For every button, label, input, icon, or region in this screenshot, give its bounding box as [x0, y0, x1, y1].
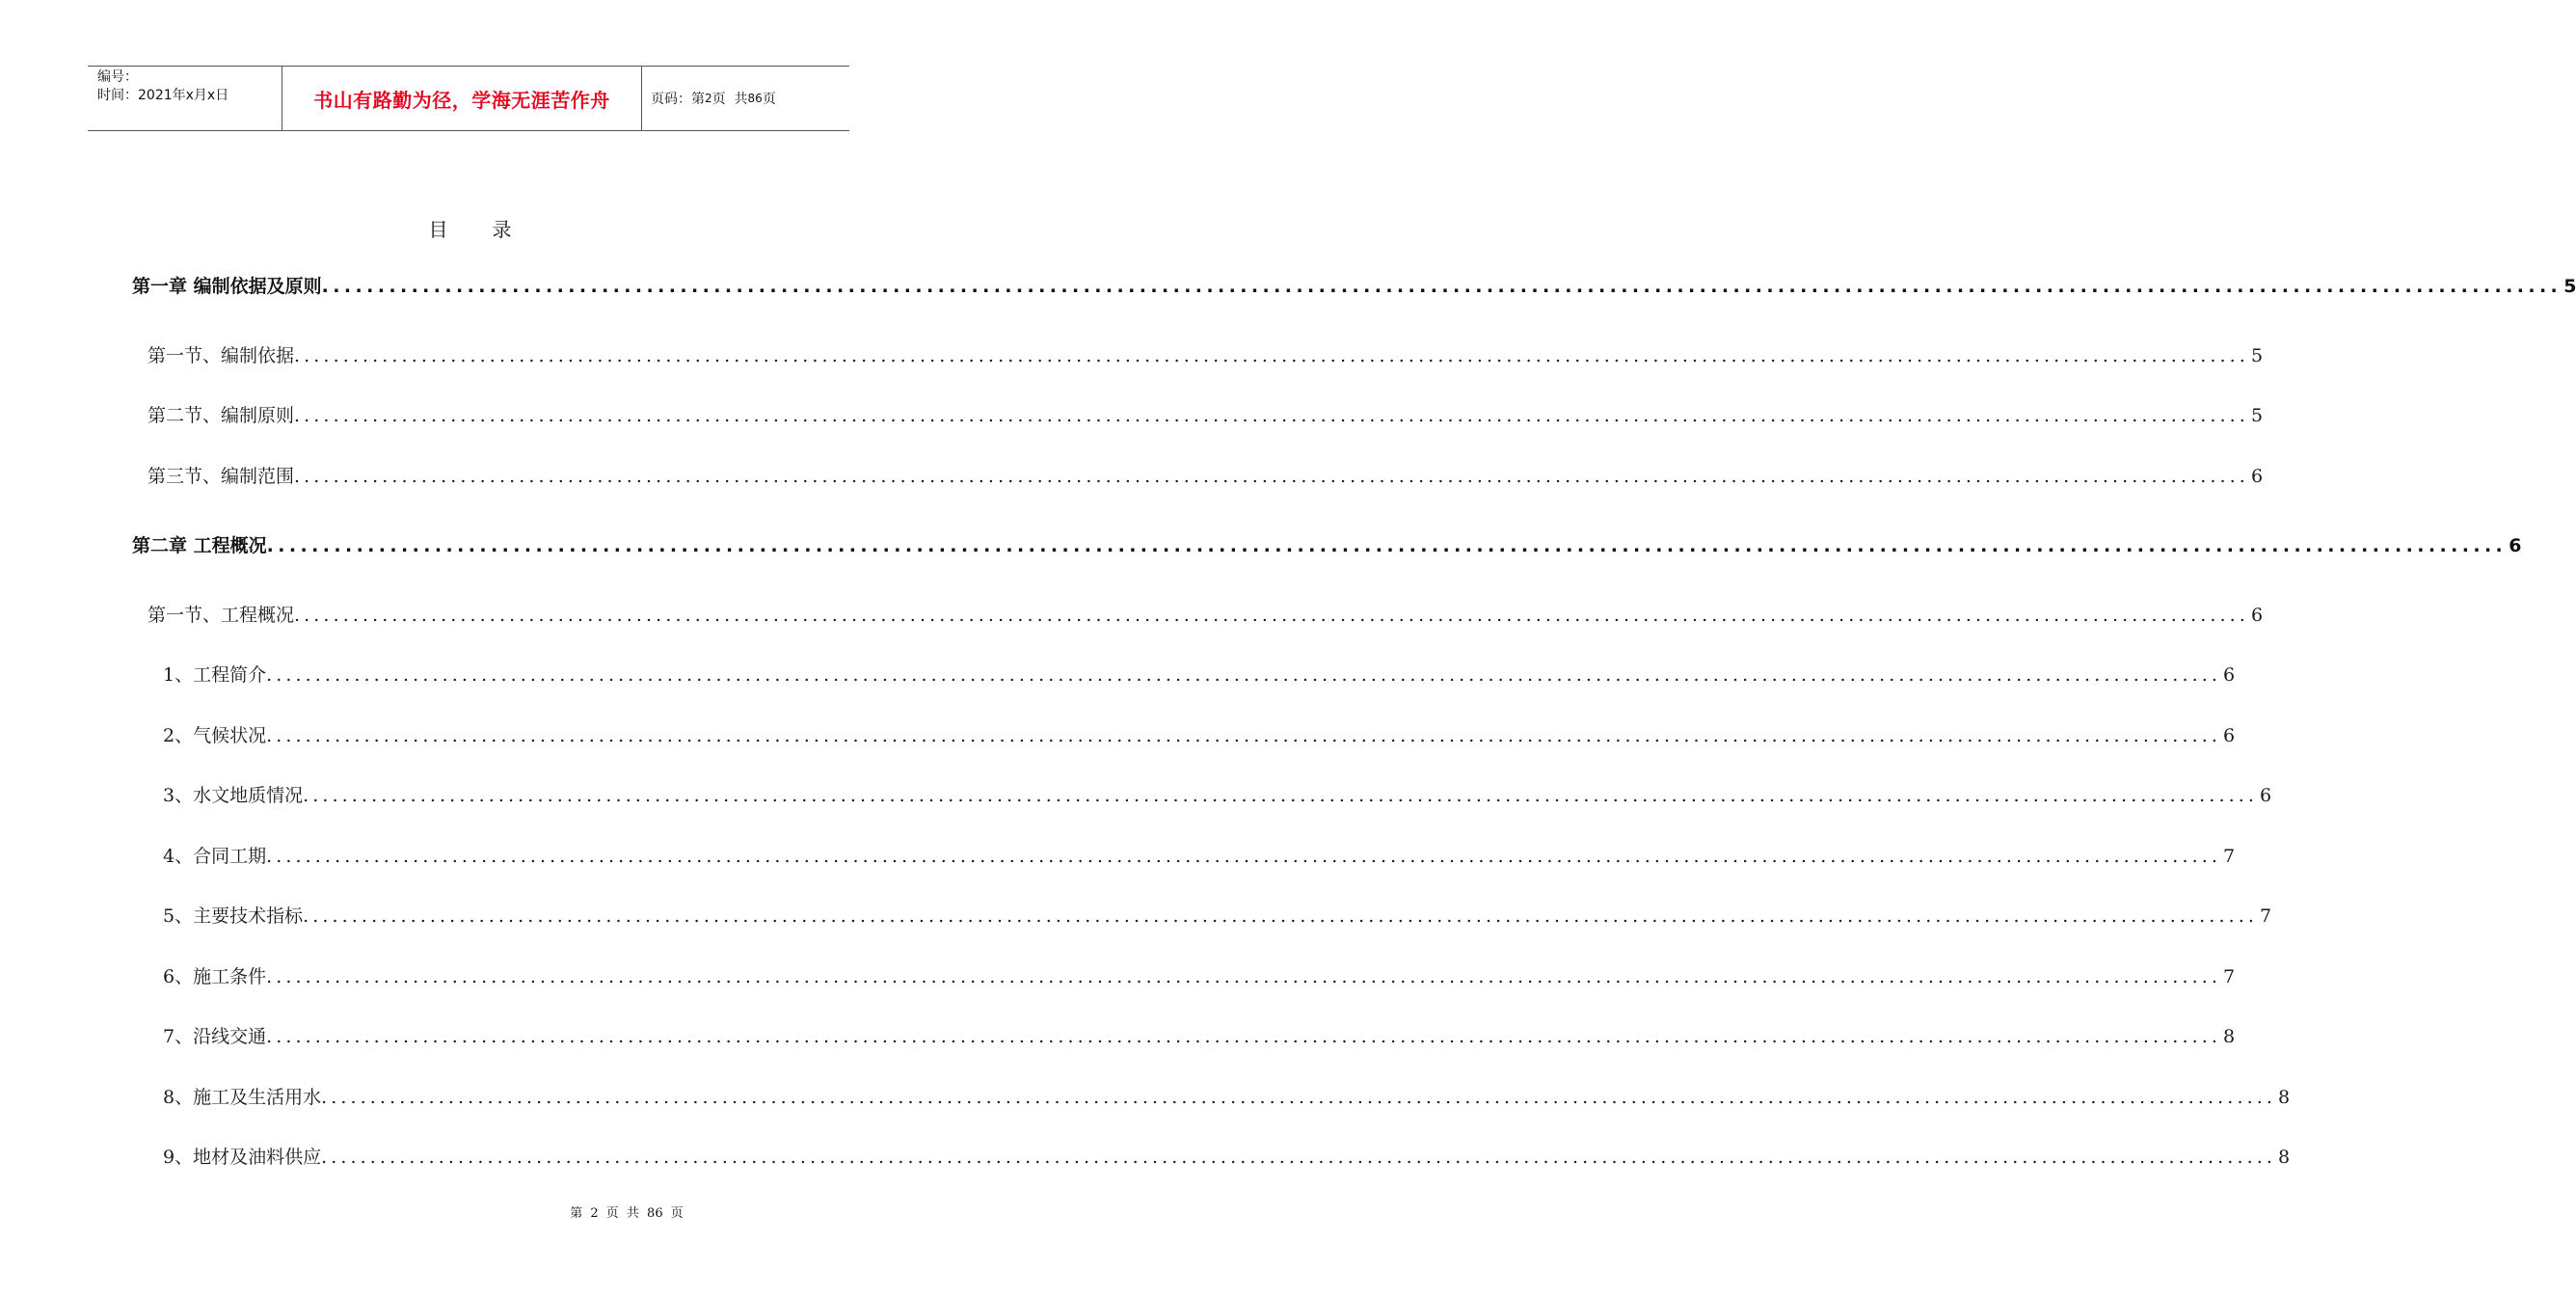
toc-entry-page: 6: [2260, 785, 2272, 806]
footer-page-number: 第 2 页 共 86 页: [570, 1206, 684, 1221]
toc-leader-dots: ........................................................................................................................................................................................................: [321, 1147, 2277, 1168]
toc-item-entry[interactable]: [163, 842, 2236, 868]
toc-entry-page: 7: [2223, 846, 2236, 867]
toc-leader-dots: ........................................................................................................................................................................................................: [303, 905, 2259, 927]
toc-item-entry[interactable]: [163, 1143, 2291, 1169]
toc-section-entry[interactable]: [148, 341, 2264, 367]
toc-entry-page: 6: [2509, 535, 2522, 556]
toc-section-entry[interactable]: [148, 601, 2264, 627]
toc-entry-page: 6: [2223, 664, 2236, 686]
toc-section-entry[interactable]: [148, 401, 2264, 427]
toc-item-entry[interactable]: [163, 1022, 2236, 1048]
toc-entry-page: 5: [2250, 345, 2264, 366]
toc-entry-page: 7: [2260, 905, 2272, 927]
document-header: [88, 66, 849, 131]
toc-entry-label: 第二章 工程概况: [132, 535, 267, 556]
toc-title-left: 目: [428, 218, 448, 241]
toc-leader-dots: ........................................................................................................................................................................................................: [294, 466, 2249, 487]
toc-entry-label: 8、施工及生活用水: [163, 1087, 322, 1108]
toc-entry-label: 4、合同工期: [163, 846, 267, 867]
toc-entry-label: 6、施工条件: [163, 966, 267, 987]
header-motto: 书山有路勤为径，学海无涯苦作舟: [313, 88, 610, 112]
toc-leader-dots: ........................................................................................................................................................................................................: [294, 405, 2249, 426]
header-page-prefix: 页码：第: [651, 92, 705, 107]
toc-title: [0, 214, 940, 242]
header-page-suffix: 页: [762, 92, 776, 107]
toc-leader-dots: ........................................................................................................................................................................................................: [294, 605, 2249, 626]
header-page-total: 86: [747, 92, 763, 105]
toc-leader-dots: ........................................................................................................................................................................................................: [321, 1087, 2277, 1108]
toc-leader-dots: ........................................................................................................................................................................................................: [266, 664, 2222, 686]
toc-entry-label: 7、沿线交通: [163, 1026, 267, 1047]
toc-entry-label: 第一节、编制依据: [148, 345, 295, 366]
toc-entry-page: 8: [2223, 1026, 2236, 1047]
toc-entry-page: 8: [2278, 1087, 2291, 1108]
toc-leader-dots: ........................................................................................................................................................................................................: [266, 725, 2222, 746]
toc-entry-page: 5: [2563, 276, 2576, 297]
toc-item-entry[interactable]: [163, 962, 2236, 988]
toc-entry-label: 第二节、编制原则: [148, 405, 295, 426]
header-page-cell: [642, 67, 849, 130]
toc-entry-page: 8: [2278, 1147, 2291, 1168]
toc-item-entry[interactable]: [163, 781, 2272, 807]
toc-leader-dots: ........................................................................................................................................................................................................: [321, 276, 2563, 297]
toc-entry-page: 6: [2250, 466, 2264, 487]
toc-leader-dots: ........................................................................................................................................................................................................: [266, 1026, 2222, 1047]
toc-leader-dots: ........................................................................................................................................................................................................: [303, 785, 2259, 806]
toc-leader-dots: ........................................................................................................................................................................................................: [266, 966, 2222, 987]
page-footer: [0, 1202, 1253, 1221]
toc-entry-label: 第一节、工程概况: [148, 605, 295, 626]
toc-entry-label: 1、工程简介: [163, 664, 267, 686]
toc-item-entry[interactable]: [163, 902, 2272, 928]
header-time-label: 时间：2021年x月x日: [97, 88, 229, 103]
toc-leader-dots: ........................................................................................................................................................................................................: [294, 345, 2249, 366]
toc-entry-label: 第一章 编制依据及原则: [132, 276, 322, 297]
toc-leader-dots: ........................................................................................................................................................................................................: [266, 535, 2508, 556]
header-page-middle: 页 共: [711, 92, 748, 107]
toc-item-entry[interactable]: [163, 721, 2236, 747]
toc-entry-label: 5、主要技术指标: [163, 905, 304, 927]
toc-entry-label: 2、气候状况: [163, 725, 267, 746]
toc-section-entry[interactable]: [148, 462, 2264, 488]
header-motto-cell: [282, 67, 642, 130]
toc-entry-page: 6: [2223, 725, 2236, 746]
toc-entry-page: 7: [2223, 966, 2236, 987]
toc-leader-dots: ........................................................................................................................................................................................................: [266, 846, 2222, 867]
header-number-label: 编号：: [97, 69, 138, 85]
header-meta-cell: [88, 67, 282, 130]
header-page-current: 2: [705, 92, 712, 105]
toc-title-right: 录: [492, 218, 512, 241]
toc-item-entry[interactable]: [163, 1083, 2291, 1109]
toc-entry-label: 3、水文地质情况: [163, 785, 304, 806]
toc-item-entry[interactable]: [163, 661, 2236, 687]
toc-entry-page: 5: [2250, 405, 2264, 426]
toc-entry-label: 第三节、编制范围: [148, 466, 295, 487]
toc-entry-page: 6: [2250, 605, 2264, 626]
toc-chapter-entry[interactable]: [132, 272, 2576, 298]
toc-chapter-entry[interactable]: [132, 531, 2522, 557]
toc-entry-label: 9、地材及油料供应: [163, 1147, 322, 1168]
